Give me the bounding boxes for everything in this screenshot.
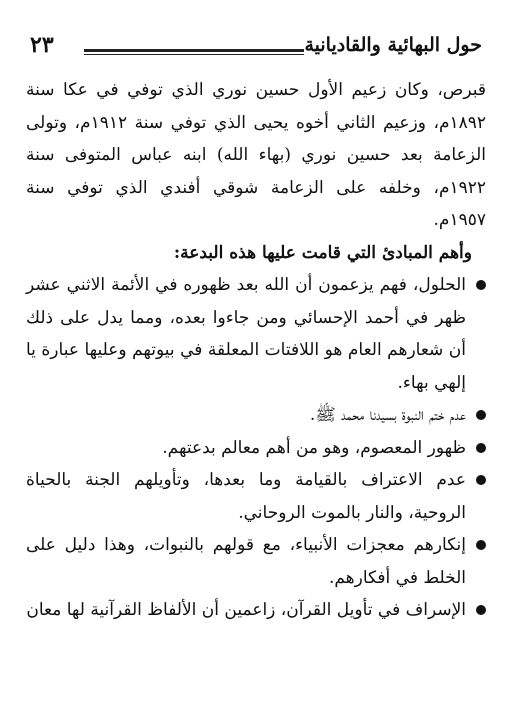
bullet-icon (476, 605, 486, 615)
intro-paragraph: قبرص، وكان زعيم الأول حسين نوري الذي توفي في عكا سنة ١٨٩٢م، وزعيم الثاني أخوه يحيى الذي توفي سنة ١٩١٢م، وتولى الزعامة بعد حسين نوري (بهاء الله) ابنه عباس المتوفى سنة ١٩٢٢م، وخلفه على الزعامة شوقي أفندي الذي توفي سنة ١٩٥٧م. (26, 80, 486, 230)
list-item-text: إنكارهم معجزات الأنبياء، مع قولهم بالنبوات، وهذا دليل على الخلط في أفكارهم. (26, 535, 466, 588)
page-body (26, 74, 486, 627)
list-item-text: الحلول، فهم يزعمون أن الله بعد ظهوره في الأئمة الاثني عشر ظهر في أحمد الإحسائي ومن جاءوا بعده، ومما يدل على ذلك أن شعارهم العام هو اللافتات المعلقة في بيوتهم وعليها عبارة يا إلهي بهاء. (26, 275, 466, 393)
list-item (26, 464, 486, 529)
list-item (26, 529, 486, 594)
header-rule (84, 49, 304, 55)
list-item-text: عدم ختم النبوة بسيدنا محمد ﷺ. (309, 405, 466, 425)
list-item-text: الإسراف في تأويل القرآن، زاعمين أن الألفاظ القرآنية لها معان (26, 600, 466, 620)
list-item (26, 269, 486, 399)
list-item-text: ظهور المعصوم، وهو من أهم معالم بدعتهم. (162, 437, 466, 458)
bullet-icon (476, 475, 486, 485)
bullet-icon (476, 443, 486, 453)
principles-list (26, 269, 486, 627)
bullet-icon (476, 410, 486, 420)
running-title: حول البهائية والقاديانية (304, 34, 482, 56)
bullet-icon (476, 540, 486, 550)
list-item (26, 594, 486, 627)
page-number: ٢٣ (30, 32, 54, 58)
list-item-text: عدم الاعتراف بالقيامة وما بعدها، وتأويلهم الجنة بالحياة الروحية، والنار بالموت الروحاني. (26, 470, 466, 523)
principles-heading: وأهم المبادئ التي قامت عليها هذه البدعة: (173, 242, 472, 263)
list-item (26, 432, 486, 465)
running-header (26, 34, 482, 64)
bullet-icon (476, 280, 486, 290)
list-item (26, 399, 486, 432)
